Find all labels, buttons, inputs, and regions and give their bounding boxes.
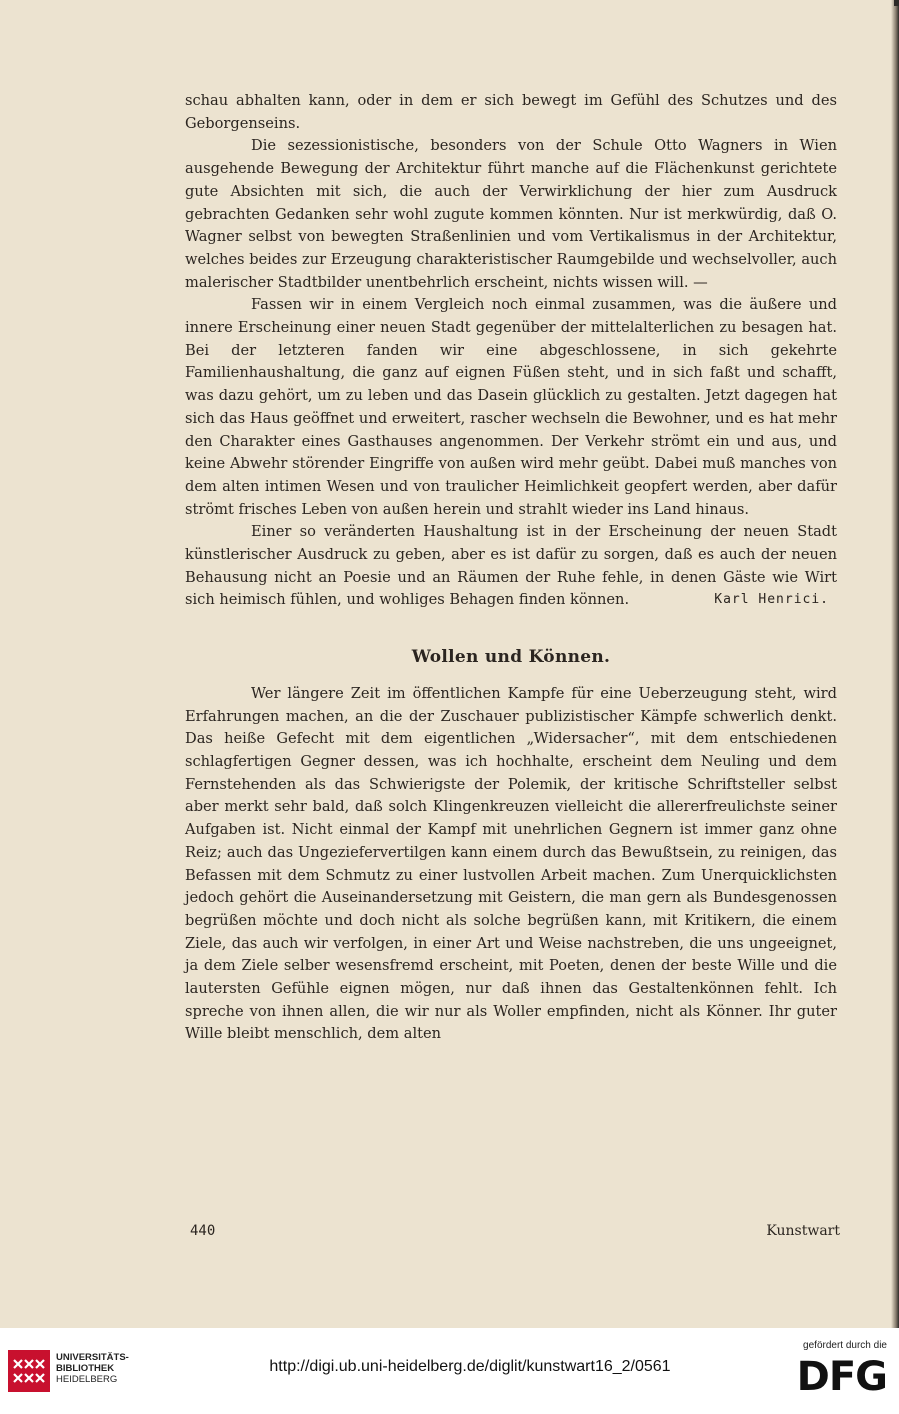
corner-mark — [894, 0, 899, 6]
library-name-line-3: HEIDELBERG — [56, 1374, 118, 1385]
library-seal-icon — [8, 1350, 50, 1392]
funded-by-caption: gefördert durch die — [803, 1340, 887, 1351]
paragraph-4 — [185, 521, 837, 612]
library-name-line-2: BIBLIOTHEK — [56, 1363, 115, 1374]
page-gutter-shadow — [891, 0, 899, 1328]
paragraph-3: Fassen wir in einem Vergleich noch einmal zusammen, was die äußere und innere Erscheinung einer neuen Stadt gegenüber der mittelalterlichen zu besagen hat. Bei der letzteren fanden wir eine abgeschlossene, in sich gekehrte Familienhaushaltung, die ganz auf eignen Füßen steht, und in sich faßt und schafft, was dazu gehört, um zu leben und das Dasein glücklich zu gestalten. Jetzt dagegen hat sich das Haus geöffnet und erweitert, rascher wechseln die Bewohner, und es hat mehr den Charakter eines Gasthauses angenommen. Der Verkehr strömt ein und aus, und keine Abwehr störender Eingriffe von außen wird mehr geübt. Dabei muß manches von dem alten intimen Wesen und von traulicher Heimlichkeit geopfert werden, aber dafür strömt frisches Leben von außen herein und strahlt wieder ins Land hinaus. — [185, 296, 837, 518]
dfg-logo-icon: DFG — [796, 1354, 887, 1400]
library-name-line-1: UNIVERSITÄTS- — [56, 1352, 129, 1363]
page-footer — [190, 1223, 840, 1247]
paragraph-1: schau abhalten kann, oder in dem er sich bewegt im Gefühl des Schutzes und des Geborgenseins. — [185, 92, 837, 132]
funder-logo[interactable] — [777, 1340, 887, 1406]
library-logo[interactable] — [8, 1346, 138, 1396]
page-text-block — [185, 90, 837, 1046]
article-title: Wollen und Können. — [411, 647, 611, 668]
viewer-footer-bar — [0, 1328, 899, 1414]
journal-name: Kunstwart — [766, 1223, 840, 1239]
page-number: 440 — [190, 1223, 216, 1239]
library-name — [56, 1352, 129, 1385]
paragraph-2: Die sezessionistische, besonders von der Schule Otto Wagners in Wien ausgehende Bewegung der Architektur führt manche auf die Flächenkunst gerichtete gute Absichten mit sich, die auch der Verwirklichung der hier zum Ausdruck gebrachten Gedanken sehr wohl zugute kommen könnten. Nur ist merkwürdig, daß O. Wagner selbst von bewegten Straßenlinien und vom Vertikalismus in der Architektur, welches beides zur Erzeugung charakteristischer Raumgebilde und wechselvoller, auch malerischer Stadtbilder unentbehrlich erscheint, nichts wissen will. — — [185, 137, 837, 291]
paragraph-4-text: Einer so veränderten Haushaltung ist in der Erscheinung der neuen Stadt künstlerischer Ausdruck zu geben, aber es ist dafür zu sorgen, daß es auch der neuen Behausung nicht an Poesie und an Räumen der Ruhe fehle, in denen Gäste wie Wirt sich heimisch fühlen, und wohliges Behagen finden können. — [185, 523, 837, 609]
author-signature: Karl Henrici. — [714, 592, 829, 608]
permalink-url[interactable]: http://digi.ub.uni-heidelberg.de/diglit/kunstwart16_2/0561 — [269, 1358, 671, 1375]
article-paragraph-1: Wer längere Zeit im öffentlichen Kampfe für eine Ueberzeugung steht, wird Erfahrungen machen, an die der Zuschauer publizistischer Kämpfe schwerlich denkt. Das heiße Gefecht mit dem eigentlichen „Widersacher“, mit dem entschiedenen schlagfertigen Gegner dessen, was ich hochhalte, erscheint dem Neuling und dem Fernstehenden als das Schwierigste der Polemik, der kritische Schriftsteller selbst aber merkt sehr bald, daß solch Klingenkreuzen vielleicht die allererfreulichste seiner Aufgaben ist. Nicht einmal der Kampf mit unehrlichen Gegnern ist immer ganz ohne Reiz; auch das Ungeziefervertilgen kann einem durch das Bewußtsein, zu reinigen, das Befassen mit dem Schmutz zu einer lustvollen Arbeit machen. Zum Unerquicklichsten jedoch gehört die Auseinandersetzung mit Geistern, die man gern als Bundesgenossen begrüßen möchte und doch nicht als solche begrüßen kann, mit Kritikern, die einem Ziele, das auch wir verfolgen, in einer Art und Weise nachstreben, die uns ungeeignet, ja dem Ziele selber wesensfremd erscheint, mit Poeten, denen der beste Wille und die lautersten Gefühle eignen mögen, nur daß ihnen das Gestaltenkönnen fehlt. Ich spreche von ihnen allen, die wir nur als Woller empfinden, nicht als Könner. Ihr guter Wille bleibt menschlich, dem alten — [185, 684, 837, 1043]
